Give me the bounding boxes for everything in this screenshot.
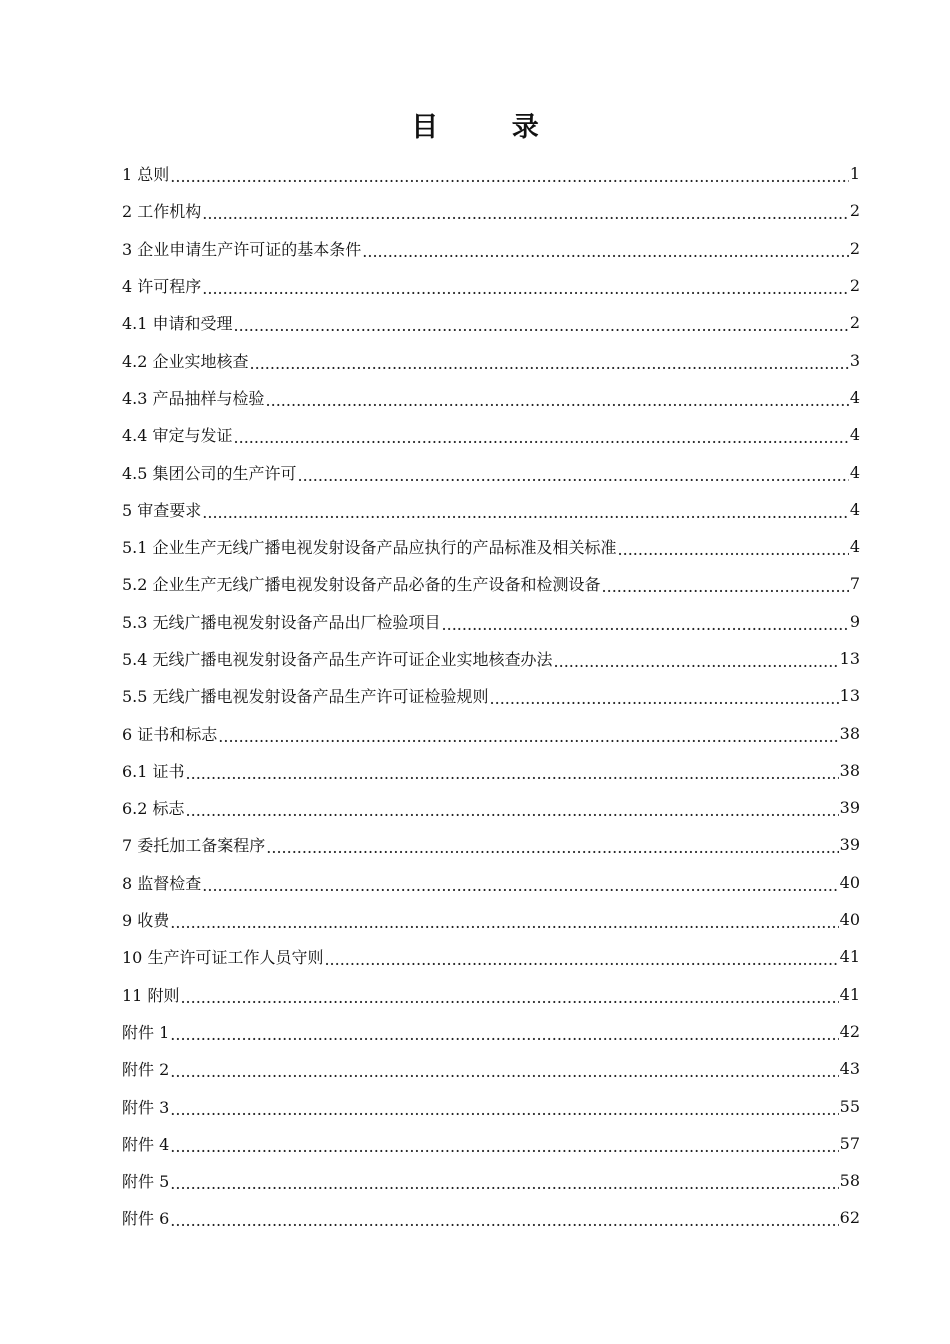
toc-entry[interactable] [122,304,860,341]
toc-entry-page-number: 9 [849,611,860,631]
toc-entry-page-number: 62 [839,1208,860,1228]
toc-entry[interactable] [122,789,860,826]
toc-entry[interactable] [122,1162,860,1199]
toc-entry-page-number: 43 [839,1059,860,1079]
toc-entry-page-number: 2 [849,201,860,221]
toc-entry-label: 附件 1 [122,1022,170,1042]
toc-entry-label: 4.5 集团公司的生产许可 [122,463,297,483]
toc-entry-label: 附件 6 [122,1209,170,1229]
toc-dot-leader [202,204,849,223]
toc-entry-label: 附件 4 [122,1134,170,1154]
toc-entry-label: 5.4 无线广播电视发射设备产品生产许可证企业实地核查办法 [122,650,553,669]
toc-entry-page-number: 38 [839,723,860,743]
toc-dot-leader [170,1100,838,1119]
toc-entry[interactable] [122,826,860,863]
toc-entry-label: 5 审查要求 [122,500,202,520]
toc-dot-leader [180,988,838,1007]
toc-entry[interactable] [122,1199,860,1236]
toc-entry[interactable] [122,1125,860,1162]
toc-entry-page-number: 7 [849,574,860,594]
toc-entry[interactable] [122,565,860,602]
toc-dot-leader [490,689,839,708]
toc-entry-page-number: 39 [839,798,860,818]
toc-dot-leader [170,167,849,186]
toc-entry-page-number: 13 [839,649,860,668]
toc-entry[interactable] [122,379,860,416]
toc-dot-leader [234,428,849,447]
toc-dot-leader [298,466,849,485]
toc-entry-page-number: 2 [849,238,860,258]
toc-dot-leader [266,838,838,857]
toc-entry[interactable] [122,714,860,751]
toc-dot-leader [170,1025,838,1044]
toc-dot-leader [186,764,839,783]
toc-entry-label: 9 收费 [122,911,170,931]
toc-entry-label: 4.4 审定与发证 [122,426,233,446]
toc-dot-leader [602,577,849,596]
toc-entry-label: 5.1 企业生产无线广播电视发射设备产品应执行的产品标准及相关标准 [122,538,617,558]
toc-entry[interactable] [122,938,860,975]
toc-entry[interactable] [122,230,860,267]
toc-entry[interactable] [122,267,860,304]
toc-entry-label: 附件 3 [122,1097,170,1117]
toc-entry-page-number: 4 [849,499,860,519]
toc-entry-page-number: 1 [849,164,860,184]
toc-entry-page-number: 57 [839,1133,860,1153]
toc-entry-label: 附件 2 [122,1060,170,1080]
toc-dot-leader [250,354,849,373]
toc-entry-label: 11 附则 [122,985,180,1005]
toc-dot-leader [170,913,838,932]
toc-dot-leader [442,615,849,634]
toc-entry-label: 8 监督检查 [122,873,202,893]
toc-entry-label: 附件 5 [122,1172,170,1192]
toc-dot-leader [618,540,849,559]
toc-entry[interactable] [122,341,860,378]
toc-entry-page-number: 39 [839,835,860,855]
toc-entry[interactable] [122,1087,860,1124]
toc-entry[interactable] [122,192,860,229]
toc-entry[interactable] [122,752,860,789]
toc-entry[interactable] [122,603,860,640]
toc-entry[interactable] [122,864,860,901]
toc-entry[interactable] [122,901,860,938]
toc-entry-page-number: 2 [849,276,860,296]
toc-entry[interactable] [122,1013,860,1050]
toc-entry-label: 4.1 申请和受理 [122,314,233,334]
toc-entry-label: 5.2 企业生产无线广播电视发射设备产品必备的生产设备和检测设备 [122,575,601,595]
toc-entry-label: 10 生产许可证工作人员守则 [122,948,324,968]
toc-dot-leader [170,1137,838,1156]
toc-entry-label: 5.3 无线广播电视发射设备产品出厂检验项目 [122,612,441,632]
toc-entry-page-number: 4 [849,425,860,445]
toc-entry[interactable] [122,416,860,453]
table-of-contents [122,155,860,1237]
toc-entry-label: 5.5 无线广播电视发射设备产品生产许可证检验规则 [122,687,489,707]
toc-entry-page-number: 4 [849,387,860,407]
toc-entry-page-number: 3 [849,350,860,370]
toc-entry[interactable] [122,1050,860,1087]
toc-entry[interactable] [122,453,860,490]
toc-entry-page-number: 41 [839,947,860,967]
toc-entry-label: 4.3 产品抽样与检验 [122,388,265,408]
toc-dot-leader [266,391,849,410]
toc-entry-page-number: 55 [839,1096,860,1116]
toc-dot-leader [234,316,849,335]
toc-dot-leader [186,801,839,820]
toc-entry[interactable] [122,677,860,714]
toc-entry-page-number: 40 [839,910,860,930]
toc-dot-leader [554,652,839,671]
toc-dot-leader [218,727,838,746]
toc-entry-label: 6 证书和标志 [122,724,218,744]
toc-dot-leader [202,876,838,895]
toc-entry-page-number: 4 [849,537,860,557]
toc-entry-label: 2 工作机构 [122,202,202,222]
toc-entry-label: 4 许可程序 [122,277,202,297]
toc-entry[interactable] [122,528,860,565]
toc-entry-label: 3 企业申请生产许可证的基本条件 [122,239,362,259]
toc-entry[interactable] [122,155,860,192]
toc-title: 目 录 [411,112,571,143]
toc-dot-leader [170,1174,838,1193]
toc-entry[interactable] [122,491,860,528]
toc-dot-leader [202,279,849,298]
toc-entry-label: 6.2 标志 [122,799,185,819]
toc-entry-page-number: 58 [839,1171,860,1191]
toc-entry-page-number: 42 [839,1021,860,1041]
toc-entry-page-number: 13 [839,686,860,706]
toc-entry-label: 4.2 企业实地核查 [122,351,249,371]
toc-entry[interactable] [122,640,860,677]
toc-dot-leader [170,1062,838,1081]
toc-entry-label: 6.1 证书 [122,761,185,781]
toc-entry-label: 1 总则 [122,165,170,185]
toc-entry[interactable] [122,976,860,1013]
toc-entry-page-number: 41 [839,984,860,1004]
toc-entry-page-number: 4 [849,462,860,482]
toc-dot-leader [324,950,838,969]
toc-entry-page-number: 38 [839,760,860,780]
toc-dot-leader [362,242,849,261]
toc-entry-page-number: 2 [849,313,860,333]
toc-entry-page-number: 40 [839,872,860,892]
toc-dot-leader [202,503,849,522]
toc-dot-leader [170,1211,838,1230]
toc-entry-label: 7 委托加工备案程序 [122,836,266,856]
